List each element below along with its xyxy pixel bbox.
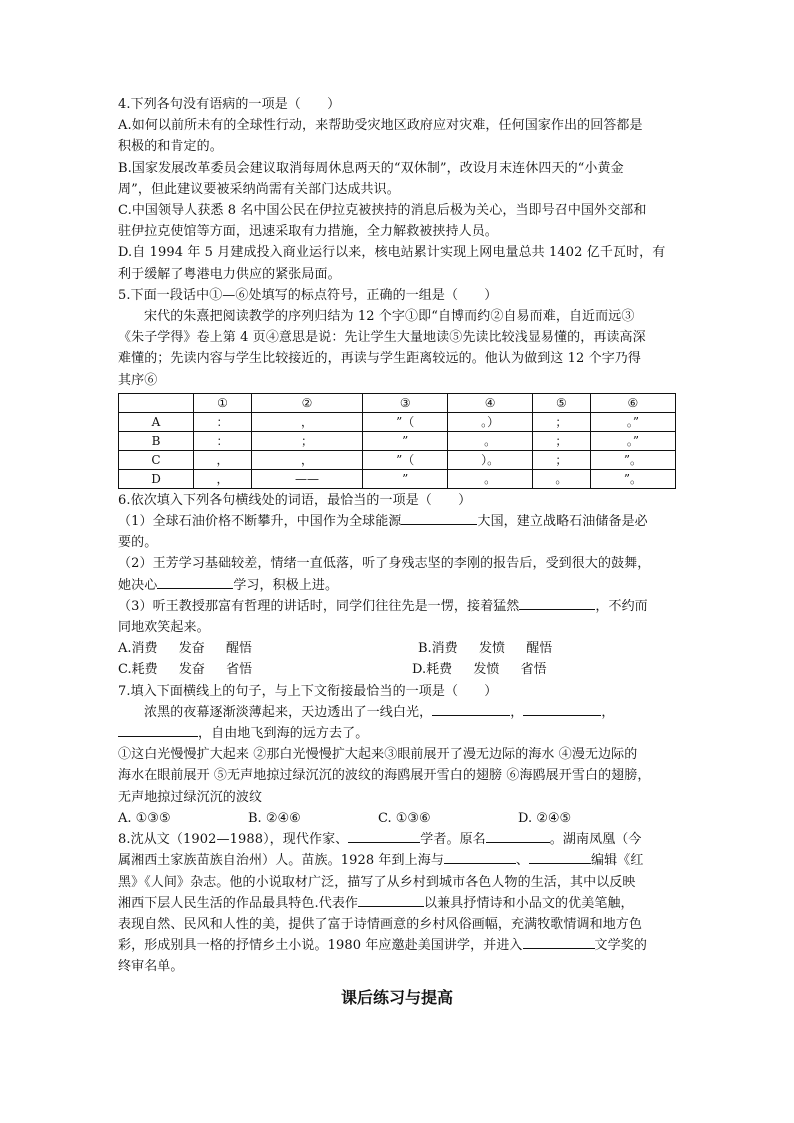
q5-passage-line3: 难懂的；先读内容与学生比较接近的，再读与学生距离较远的。他认为做到这 12 个字乃得 — [118, 351, 642, 367]
q8-l6-text-a: 彩，形成别具一格的抒情乡土小说。1980 年应邀赴美国讲学，并进入 — [118, 938, 523, 954]
q7-blank-2[interactable] — [523, 702, 601, 716]
table-cell: —— — [251, 469, 362, 488]
q6-s1-text-c: 要的。 — [118, 535, 158, 551]
q7-options-row — [118, 808, 676, 829]
question-8 — [118, 829, 676, 977]
q6-stem: 6.依次填入下列各句横线处的词语，最恰当的一项是（ ） — [118, 492, 472, 508]
question-6 — [118, 490, 676, 681]
q6-s2-text-a: （2）王芳学习基础较差，情绪一直低落，听了身残志坚的李刚的报告后，受到很大的鼓舞， — [118, 556, 651, 572]
table-cell: ； — [532, 450, 590, 469]
q7-blank-3[interactable] — [118, 723, 198, 737]
q6-option-b[interactable]: B.消费 发愤 醒悟 — [418, 641, 553, 657]
table-header-cell: ④ — [448, 393, 533, 412]
q4-option-a-line2: 积极的和肯定的。 — [118, 139, 223, 155]
q8-l1-text-b: 学者。原名 — [420, 832, 486, 848]
table-cell: ” — [363, 469, 448, 488]
q8-l2-text-b: 、 — [515, 853, 530, 869]
q6-option-c[interactable]: C.耗费 发奋 省悟 — [118, 662, 253, 678]
q7-p1-text-b: ， — [510, 704, 524, 720]
table-row — [119, 431, 676, 450]
q4-option-b-line2: 周”，但此建议要被采纳尚需有关部门达成共识。 — [118, 181, 400, 197]
question-5 — [118, 285, 676, 489]
q7-option-c[interactable]: C. ①③⑥ — [378, 810, 431, 826]
q6-option-d[interactable]: D.耗费 发愤 省悟 — [412, 662, 547, 678]
table-cell: ”（ — [363, 450, 448, 469]
q8-blank-5[interactable] — [358, 893, 424, 907]
q4-option-a-line1: A.如何以前所未有的全球性行动，来帮助受灾地区政府应对灾难，任何国家作出的回答都是 — [118, 118, 643, 134]
q7-option-b[interactable]: B. ②④⑥ — [248, 810, 301, 826]
table-cell: ， — [251, 412, 362, 431]
q6-s3-text-b: ，不约而 — [595, 598, 648, 614]
table-header-row — [119, 393, 676, 412]
table-cell: 。） — [448, 412, 533, 431]
q7-p1-text-c: ， — [601, 704, 615, 720]
q8-l2-text-c: 编辑《红 — [591, 853, 644, 869]
q8-blank-1[interactable] — [348, 829, 420, 843]
table-header-cell: ② — [251, 393, 362, 412]
q6-sentence-1 — [118, 511, 676, 532]
table-cell: ， — [194, 450, 252, 469]
q8-line5: 表现自然、民风和人性的美，提供了富于诗情画意的乡村风俗画幅，充满牧歌情调和地方色 — [118, 916, 643, 932]
q8-line3: 黑》《人间》杂志。他的小说取材广泛，描写了从乡村到城市各色人物的生活，其中以反映 — [118, 874, 636, 890]
table-header-cell: ① — [194, 393, 252, 412]
table-cell: ）。 — [448, 450, 533, 469]
q8-blank-6[interactable] — [523, 935, 595, 949]
q7-option-a[interactable]: A. ①③⑤ — [118, 810, 171, 826]
punctuation-table — [118, 393, 676, 489]
table-header-cell: ⑤ — [532, 393, 590, 412]
q8-l1-text-a: 8.沈从文（1902—1988），现代作家、 — [118, 832, 349, 848]
table-cell: 。 — [532, 469, 590, 488]
q4-stem: 4.下列各句没有语病的一项是（ ） — [118, 97, 341, 112]
table-cell: ” — [363, 431, 448, 450]
q6-sentence-2 — [118, 575, 676, 596]
q8-line2 — [118, 850, 676, 871]
q4-option-c-line1: C.中国领导人获悉 8 名中国公民在伊拉克被挟持的消息后极为关心，当即号召中国外交部和 — [118, 203, 647, 219]
q6-options-row-2 — [118, 659, 676, 680]
table-cell: 。” — [590, 412, 675, 431]
q4-option-c-line2: 驻伊拉克使馆等方面，迅速采取有力措施，全力解救被挟持人员。 — [118, 224, 498, 240]
q6-sentence-3 — [118, 596, 676, 617]
table-cell: ， — [194, 469, 252, 488]
q6-s2-text-b: 她决心 — [118, 577, 158, 593]
question-4 — [118, 94, 676, 285]
table-header-cell: ⑥ — [590, 393, 675, 412]
q7-passage-line1 — [118, 702, 676, 723]
q7-choices-line1: ①这白光慢慢扩大起来 ②那白光慢慢扩大起来③眼前展开了漫无边际的海水 ④漫无边际的 — [118, 747, 638, 763]
table-cell: ： — [194, 431, 252, 450]
q8-l1-text-c: 。湖南凤凰（今 — [549, 832, 642, 848]
table-cell: ”。 — [590, 450, 675, 469]
question-7 — [118, 681, 676, 829]
q6-blank-1[interactable] — [401, 511, 477, 525]
table-cell: ； — [251, 431, 362, 450]
table-cell: ”（ — [363, 412, 448, 431]
q8-l6-text-b: 文学奖的 — [594, 938, 647, 954]
q6-s2-text-c: 学习，积极上进。 — [233, 577, 339, 593]
q8-l2-text-a: 属湘西土家族苗族自治州）人。苗族。1928 年到上海与 — [118, 853, 444, 869]
q6-options-row-1 — [118, 638, 676, 659]
q5-passage-line1: 宋代的朱熹把阅读教学的序列归结为 12 个字①即“自博而约②自易而难，自近而远③ — [144, 309, 635, 325]
table-cell: ， — [251, 450, 362, 469]
q6-blank-3[interactable] — [519, 596, 595, 610]
q7-blank-1[interactable] — [432, 702, 510, 716]
table-cell: 。” — [590, 431, 675, 450]
q8-l4-text-b: 以兼具抒情诗和小品文的优美笔触， — [424, 895, 634, 911]
q6-s1-text-a: （1）全球石油价格不断攀升，中国作为全球能源 — [118, 514, 402, 530]
q8-line7: 终审名单。 — [118, 959, 184, 975]
q7-stem: 7.填入下面横线上的句子，与上下文衔接最恰当的一项是（ ） — [118, 683, 498, 699]
q5-passage-line4: 其序⑥ — [118, 372, 158, 388]
section-title: 课后练习与提高 — [340, 988, 453, 1007]
table-cell: ； — [532, 412, 590, 431]
table-row-label: A — [119, 412, 194, 431]
table-header-cell — [119, 393, 194, 412]
table-row — [119, 450, 676, 469]
table-row-label: C — [119, 450, 194, 469]
q8-blank-2[interactable] — [486, 829, 550, 843]
q7-choices-line3: 无声地掠过绿沉沉的波纹 — [118, 789, 263, 805]
q7-p2-text: ，自由地飞到海的远方去了。 — [198, 726, 369, 742]
table-cell: 。 — [448, 469, 533, 488]
table-row-label: B — [119, 431, 194, 450]
q5-stem: 5.下面一段话中①—⑥处填写的标点符号，正确的一组是（ ） — [118, 287, 498, 303]
q4-option-d-line1: D.自 1994 年 5 月建成投入商业运行以来，核电站累计实现上网电量总共 1402 亿千瓦时，有 — [118, 245, 666, 261]
q7-choices-line2: 海水在眼前展开 ⑤无声地掠过绿沉沉的波纹的海鸥展开雪白的翅膀 ⑥海鸥展开雪白的翅膀， — [118, 768, 651, 784]
q7-p1-text-a: 浓黑的夜幕逐渐淡薄起来，天边透出了一线白光， — [144, 704, 433, 720]
q4-option-d-line2: 利于缓解了粤港电力供应的紧张局面。 — [118, 266, 341, 282]
q7-option-d[interactable]: D. ②④⑤ — [518, 810, 572, 826]
q8-blank-4[interactable] — [529, 850, 591, 864]
q4-option-b-line1: B.国家发展改革委员会建议取消每周休息两天的“双休制”，改设月末连休四天的“小黄金 — [118, 160, 624, 176]
q6-s3-text-c: 同地欢笑起来。 — [118, 620, 210, 636]
q8-l4-text-a: 湘西下层人民生活的作品最具特色.代表作 — [118, 895, 359, 911]
table-row — [119, 412, 676, 431]
q8-line6 — [118, 935, 676, 956]
table-header-cell: ③ — [363, 393, 448, 412]
table-row-label: D — [119, 469, 194, 488]
q8-line4 — [118, 893, 676, 914]
table-cell: ”。 — [590, 469, 675, 488]
table-row — [119, 469, 676, 488]
table-cell: ： — [194, 412, 252, 431]
q8-line1 — [118, 829, 676, 850]
q5-passage-line2: 《朱子学得》卷上第 4 页④意思是说：先让学生大量地读⑤先读比较浅显易懂的，再读高深 — [118, 330, 646, 346]
table-cell: 。 — [448, 431, 533, 450]
q6-s3-text-a: （3）听王教授那富有哲理的讲话时，同学们往往先是一愣，接着猛然 — [118, 598, 520, 614]
q6-option-a[interactable]: A.消费 发奋 醒悟 — [118, 641, 253, 657]
worksheet — [118, 94, 676, 978]
q6-blank-2[interactable] — [157, 575, 233, 589]
q7-passage-line2 — [118, 723, 676, 744]
table-cell: ； — [532, 431, 590, 450]
q8-blank-3[interactable] — [444, 850, 516, 864]
q6-s1-text-b: 大国，建立战略石油储备是必 — [477, 514, 648, 530]
